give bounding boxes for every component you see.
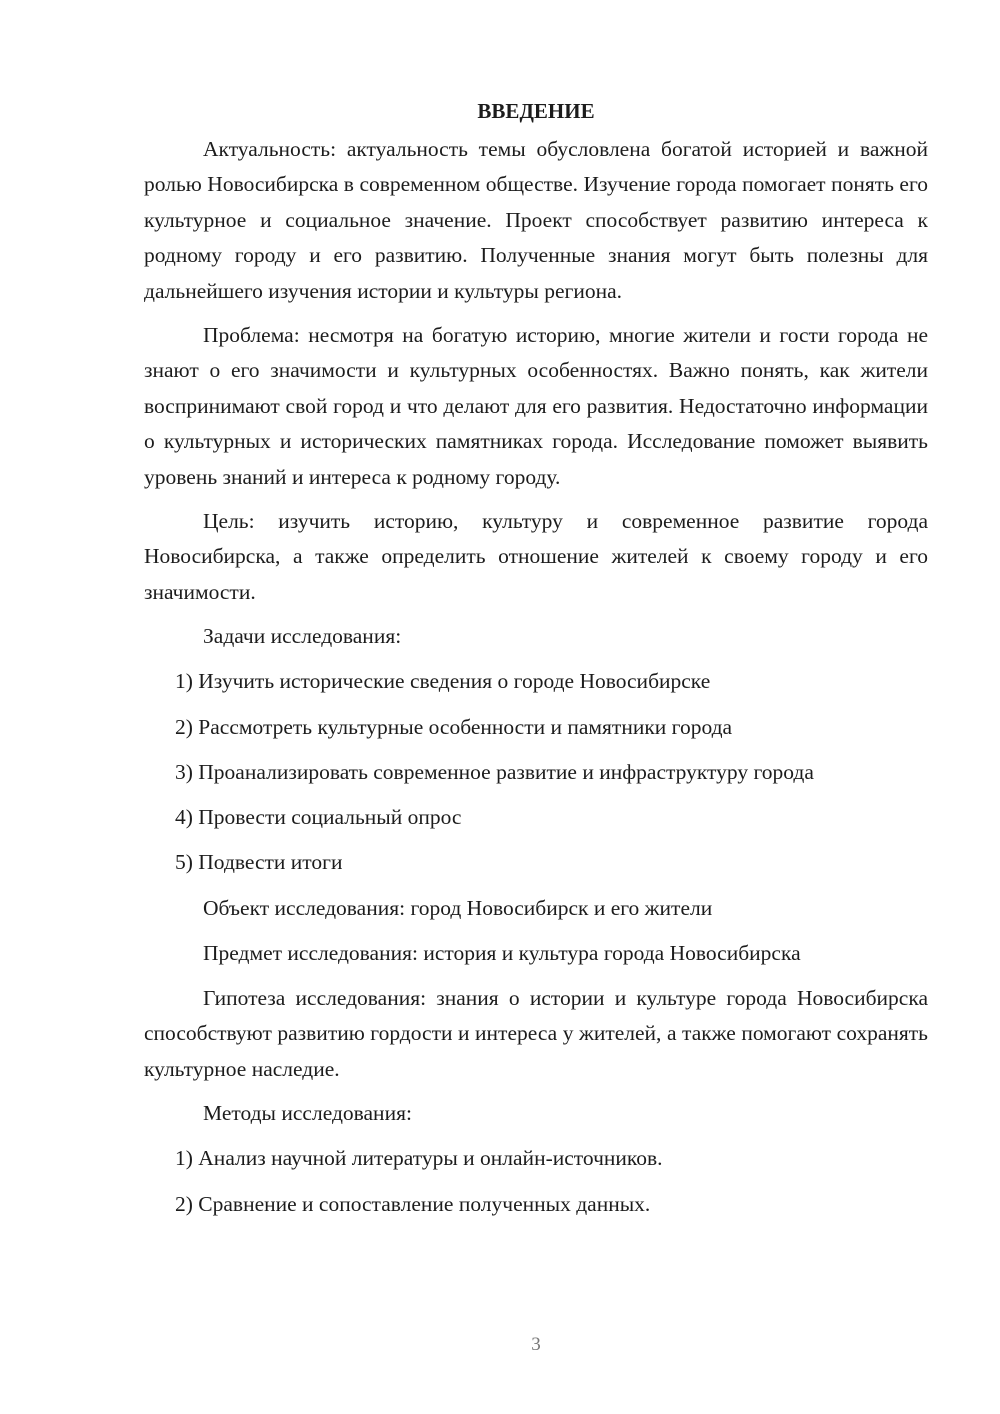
subject-line: Предмет исследования: история и культура города Новосибирска [203, 940, 801, 965]
list-item: 2) Рассмотреть культурные особенности и памятники города [175, 714, 733, 739]
tasks-list [144, 664, 928, 880]
goal-paragraph: Цель: изучить историю, культуру и современное развитие города Новосибирска, а также определить отношение жителей к своему городу и его значимости. [144, 509, 928, 604]
list-item: 1) Анализ научной литературы и онлайн-источников. [175, 1146, 663, 1171]
section-title: ВВЕДЕНИЕ [477, 99, 595, 123]
problem-paragraph: Проблема: несмотря на богатую историю, многие жители и гости города не знают о его значимости и культурных особенностях. Важно понять, как жители воспринимают свой город и что делают для его развития. Недостаточно информации о культурных и исторических памятниках города. Исследование поможет выявить уровень знаний и интереса к родному городу. [144, 323, 928, 489]
methods-list [144, 1141, 928, 1222]
list-item: 2) Сравнение и сопоставление полученных данных. [175, 1191, 651, 1216]
list-item: 4) Провести социальный опрос [175, 805, 462, 830]
tasks-heading: Задачи исследования: [203, 624, 402, 649]
list-item: 5) Подвести итоги [175, 850, 343, 875]
page-number: 3 [531, 1334, 541, 1355]
hypothesis-paragraph: Гипотеза исследования: знания о истории и культуре города Новосибирска способствуют развитию гордости и интереса у жителей, а также помогают сохранять культурное наследие. [144, 985, 928, 1081]
relevance-paragraph: Актуальность: актуальность темы обусловлена богатой историей и важной ролью Новосибирска в современном обществе. Изучение города помогает понять его культурное и социальное значение. Проект способствует развитию интереса к родному городу и его развитию. Полученные знания могут быть полезны для дальнейшего изучения истории и культуры региона. [144, 137, 928, 303]
methods-heading: Методы исследования: [203, 1101, 412, 1126]
list-item: 3) Проанализировать современное развитие и инфраструктуру города [175, 759, 814, 784]
list-item: 1) Изучить исторические сведения о городе Новосибирске [175, 669, 711, 694]
object-line: Объект исследования: город Новосибирск и его жители [203, 895, 713, 920]
document-page [144, 96, 928, 1232]
